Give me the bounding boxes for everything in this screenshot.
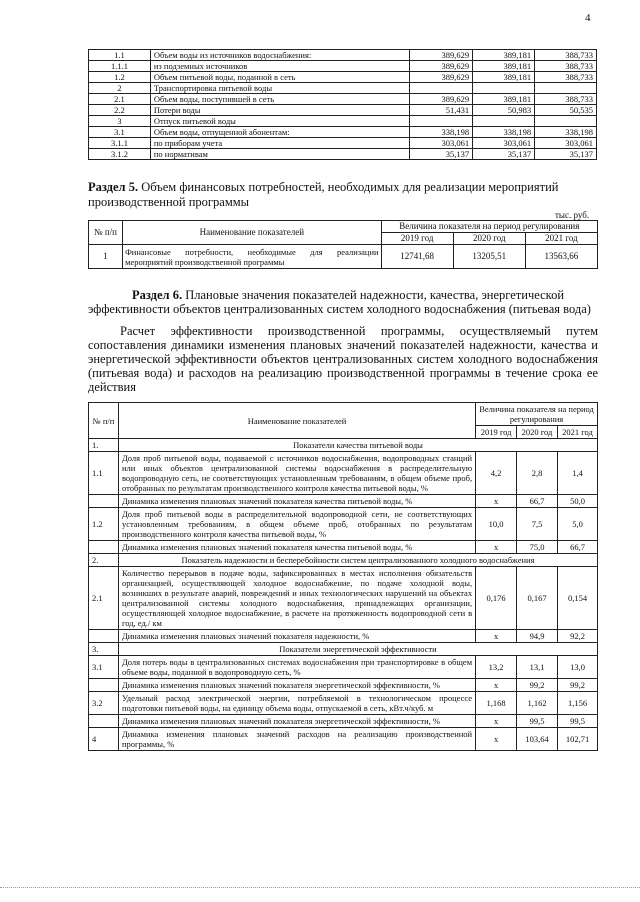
row-name: Отпуск питьевой воды — [150, 116, 409, 127]
col-name-header: Наименование показателей — [118, 403, 475, 439]
value-2019: x — [476, 715, 517, 728]
value-2019 — [410, 116, 473, 127]
col-num-header: № п/п — [89, 403, 119, 439]
value-2020: 1,162 — [517, 692, 558, 715]
section-row — [89, 439, 598, 452]
table-row — [89, 127, 597, 138]
value-2021: 50,535 — [535, 105, 597, 116]
value-2021: 99,5 — [558, 715, 598, 728]
row-name: Транспортировка питьевой воды — [150, 83, 409, 94]
unit-label: тыс. руб. — [555, 210, 590, 220]
value-2021: 388,733 — [535, 94, 597, 105]
table-row — [89, 508, 598, 541]
col-value-header: Величина показателя на период регулирования — [381, 221, 597, 233]
value-2020: 338,198 — [473, 127, 535, 138]
value-2021: 1,4 — [558, 452, 598, 495]
value-2021: 338,198 — [535, 127, 597, 138]
value-2019: 1,168 — [476, 692, 517, 715]
col-name-header: Наименование показателей — [123, 221, 382, 245]
row-num: 3 — [89, 116, 151, 127]
value-2019: 303,061 — [410, 138, 473, 149]
section5-heading — [88, 180, 598, 210]
value-2020: 303,061 — [473, 138, 535, 149]
value-2019: 389,629 — [410, 72, 473, 83]
value-2019: 389,629 — [410, 61, 473, 72]
row-name: Объем воды из источников водоснабжения: — [150, 50, 409, 61]
section-title: Показатель надежности и бесперебойности систем централизованного холодного водоснабжения — [118, 554, 597, 567]
value-2019: x — [476, 495, 517, 508]
table-row — [89, 452, 598, 495]
row-name: из подземных источников — [150, 61, 409, 72]
value-2019: 389,629 — [410, 50, 473, 61]
value-2019: 12741,68 — [381, 245, 453, 269]
value-2021 — [535, 83, 597, 94]
value-2019: 51,431 — [410, 105, 473, 116]
row-num: 3.1.2 — [89, 149, 151, 160]
value-2021: 388,733 — [535, 61, 597, 72]
financial-needs-table — [88, 220, 598, 269]
section-row — [89, 643, 598, 656]
value-2021: 388,733 — [535, 72, 597, 83]
row-num: 2.1 — [89, 567, 119, 630]
row-num: 1.1 — [89, 452, 119, 495]
value-2019 — [410, 83, 473, 94]
page-number: 4 — [585, 12, 591, 24]
table-row — [89, 94, 597, 105]
row-num: 2.2 — [89, 105, 151, 116]
value-2019: 338,198 — [410, 127, 473, 138]
table-row — [89, 715, 598, 728]
row-num: 1.2 — [89, 72, 151, 83]
row-num: 4 — [89, 728, 119, 751]
value-2019: x — [476, 679, 517, 692]
year-header: 2021 год — [525, 233, 597, 245]
value-2019: 389,629 — [410, 94, 473, 105]
value-2020: 13205,51 — [453, 245, 525, 269]
section-row — [89, 554, 598, 567]
row-num — [89, 630, 119, 643]
value-2020: 7,5 — [517, 508, 558, 541]
value-2021 — [535, 116, 597, 127]
value-2021: 1,156 — [558, 692, 598, 715]
row-num: 1.1.1 — [89, 61, 151, 72]
row-name: Объем воды, поступившей в сеть — [150, 94, 409, 105]
calc-text: Расчет эффективности производственной программы, осуществляемый путем сопоставления динамики изменения плановых значений показателей надежности, качества и энергетической эффективности объектов централизованных систем холодного водоснабжения (питьевая вода) и расходов на реализацию производственной программы в течение срока ее действия — [88, 324, 598, 394]
table-row — [89, 692, 598, 715]
row-num: 2.1 — [89, 94, 151, 105]
table-row — [89, 61, 597, 72]
section6-label: Раздел 6. — [132, 288, 183, 302]
value-2019: 10,0 — [476, 508, 517, 541]
value-2019: 35,137 — [410, 149, 473, 160]
table-row — [89, 630, 598, 643]
value-2020: 50,983 — [473, 105, 535, 116]
row-name: Доля проб питьевой воды в распределительной водопроводной сети, не соответствующих установленным требованиям, в общем объеме проб, отобранных по результатам производственного контроля качества питьевой воды, % — [118, 508, 475, 541]
value-2019: 0,176 — [476, 567, 517, 630]
value-2019: 4,2 — [476, 452, 517, 495]
row-name: Количество перерывов в подаче воды, зафиксированных в местах исполнения обязательств организацией, осуществляющей холодное водоснабжение, по подаче холодной воды, возникших в результате аварий, повреждений и иных технологических нарушений на объектах централизованной системы холодного водоснабжения, принадлежащих организации, осуществляющей холодное водоснабжение, в расчете на протяженность водопроводной сети в год, ед./ км — [118, 567, 475, 630]
value-2021: 0,154 — [558, 567, 598, 630]
table-row — [89, 679, 598, 692]
value-2020: 66,7 — [517, 495, 558, 508]
water-balance-table — [88, 49, 597, 160]
row-num: 2. — [89, 554, 119, 567]
value-2019: 13,2 — [476, 656, 517, 679]
table-row — [89, 149, 597, 160]
value-2021: 5,0 — [558, 508, 598, 541]
year-header: 2019 год — [381, 233, 453, 245]
table-row — [89, 116, 597, 127]
row-num — [89, 679, 119, 692]
value-2020: 94,9 — [517, 630, 558, 643]
year-header: 2019 год — [476, 426, 517, 439]
value-2020: 389,181 — [473, 50, 535, 61]
table-row — [89, 72, 597, 83]
row-num: 3.1.1 — [89, 138, 151, 149]
value-2020 — [473, 116, 535, 127]
row-num: 3.1 — [89, 127, 151, 138]
table-row — [89, 495, 598, 508]
year-header: 2021 год — [558, 426, 598, 439]
value-2021: 13,0 — [558, 656, 598, 679]
value-2020: 99,2 — [517, 679, 558, 692]
row-name: Финансовые потребности, необходимые для реализации мероприятий производственной программы — [123, 245, 382, 269]
section6-title: Плановые значения показателей надежности, качества, энергетической эффективности объектов централизованных систем холодного водоснабжения (питьевая вода) — [88, 288, 591, 316]
value-2019: x — [476, 728, 517, 751]
value-2020: 13,1 — [517, 656, 558, 679]
value-2021: 102,71 — [558, 728, 598, 751]
efficiency-calc-paragraph — [88, 324, 598, 394]
row-name: Объем питьевой воды, поданной в сеть — [150, 72, 409, 83]
row-name: Динамика изменения плановых значений показателя энергетической эффективности, % — [118, 715, 475, 728]
row-num: 3. — [89, 643, 119, 656]
value-2020: 0,167 — [517, 567, 558, 630]
page-footer-line — [0, 887, 640, 888]
row-name: Доля потерь воды в централизованных системах водоснабжения при транспортировке в общем объеме воды, поданной в водопроводную сеть, % — [118, 656, 475, 679]
value-2021: 35,137 — [535, 149, 597, 160]
table-row — [89, 656, 598, 679]
row-name: по нормативам — [150, 149, 409, 160]
row-num: 1 — [89, 245, 123, 269]
row-num — [89, 715, 119, 728]
year-header: 2020 год — [517, 426, 558, 439]
value-2019: x — [476, 541, 517, 554]
col-num-header: № п/п — [89, 221, 123, 245]
value-2020: 2,8 — [517, 452, 558, 495]
value-2021: 303,061 — [535, 138, 597, 149]
table-row — [89, 567, 598, 630]
table-row — [89, 541, 598, 554]
value-2021: 13563,66 — [525, 245, 597, 269]
indicators-table — [88, 402, 598, 751]
col-value-header: Величина показателя на период регулирования — [476, 403, 598, 426]
row-name: Динамика изменения плановых значений показателя качества питьевой воды, % — [118, 541, 475, 554]
section6-heading — [88, 288, 598, 316]
row-num — [89, 495, 119, 508]
section5-label: Раздел 5. — [88, 180, 139, 194]
year-header: 2020 год — [453, 233, 525, 245]
value-2020: 99,5 — [517, 715, 558, 728]
table-row — [89, 83, 597, 94]
row-name: Потери воды — [150, 105, 409, 116]
row-name: по приборам учета — [150, 138, 409, 149]
table-row — [89, 105, 597, 116]
table-row — [89, 50, 597, 61]
table-row — [89, 728, 598, 751]
row-num: 1. — [89, 439, 119, 452]
row-name: Объем воды, отпущенной абонентам: — [150, 127, 409, 138]
value-2021: 66,7 — [558, 541, 598, 554]
row-name: Доля проб питьевой воды, подаваемой с источников водоснабжения, водопроводных станций или иных объектов централизованной системы водоснабжения в распределительную водопроводную сеть, не соответствующих установленным требованиям, в общем объеме проб, отобранных по результатам производственного контроля качества питьевой воды, % — [118, 452, 475, 495]
row-num — [89, 541, 119, 554]
row-name: Динамика изменения плановых значений показателя энергетической эффективности, % — [118, 679, 475, 692]
section-title: Показатели энергетической эффективности — [118, 643, 597, 656]
value-2020 — [473, 83, 535, 94]
value-2020: 75,0 — [517, 541, 558, 554]
row-name: Динамика изменения плановых значений расходов на реализацию производственной программы, % — [118, 728, 475, 751]
row-num: 1.1 — [89, 50, 151, 61]
value-2021: 99,2 — [558, 679, 598, 692]
value-2021: 388,733 — [535, 50, 597, 61]
table-row — [89, 138, 597, 149]
row-name: Динамика изменения плановых значений показателя качества питьевой воды, % — [118, 495, 475, 508]
value-2020: 389,181 — [473, 72, 535, 83]
row-num: 3.2 — [89, 692, 119, 715]
value-2021: 50,0 — [558, 495, 598, 508]
value-2020: 389,181 — [473, 94, 535, 105]
section5-title: Объем финансовых потребностей, необходимых для реализации мероприятий производственной программы — [88, 180, 559, 209]
row-num: 1.2 — [89, 508, 119, 541]
row-name: Удельный расход электрической энергии, потребляемой в технологическом процессе подготовки питьевой воды, на единицу объема воды, отпускаемой в сеть, кВт.ч/куб. м — [118, 692, 475, 715]
row-num: 2 — [89, 83, 151, 94]
value-2020: 389,181 — [473, 61, 535, 72]
value-2019: x — [476, 630, 517, 643]
value-2020: 103,64 — [517, 728, 558, 751]
value-2021: 92,2 — [558, 630, 598, 643]
section-title: Показатели качества питьевой воды — [118, 439, 597, 452]
row-num: 3.1 — [89, 656, 119, 679]
value-2020: 35,137 — [473, 149, 535, 160]
row-name: Динамика изменения плановых значений показателя надежности, % — [118, 630, 475, 643]
